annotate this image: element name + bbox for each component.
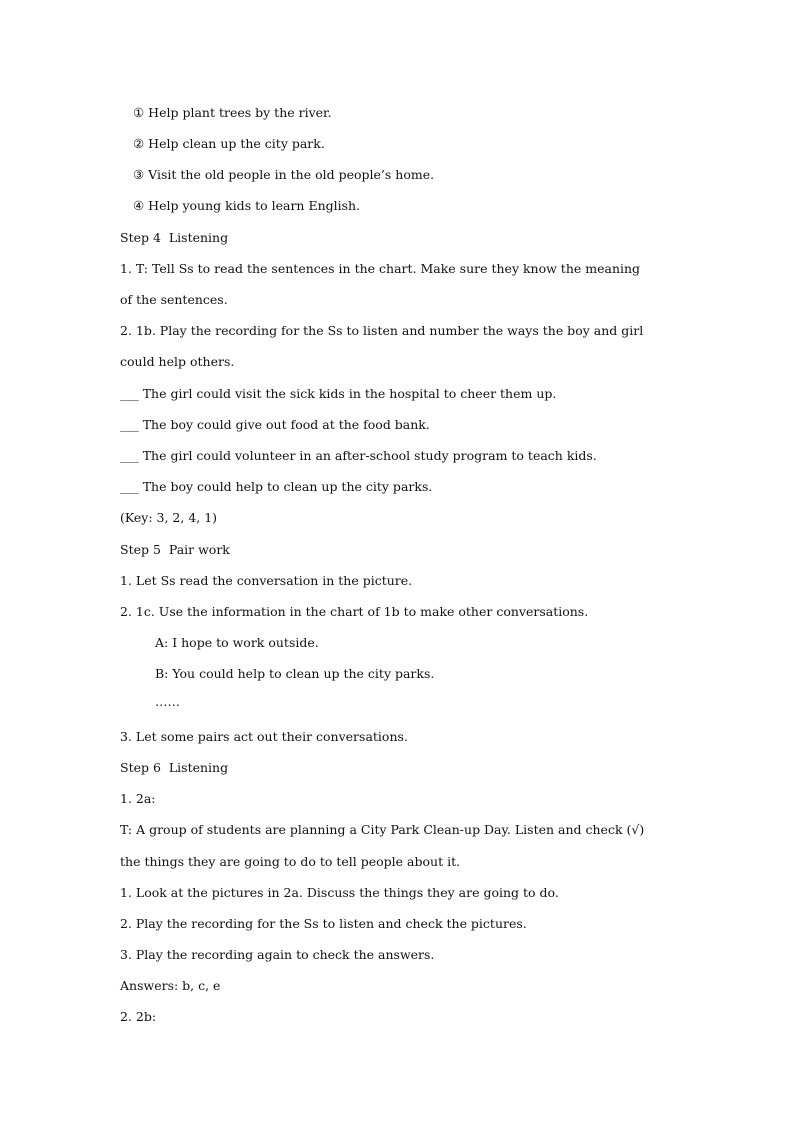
activity-item-2: ② Help clean up the city park. (133, 136, 325, 151)
text-line: could help others. (120, 354, 235, 369)
text-line: 2. 1b. Play the recording for the Ss to listen and number the ways the boy and girl (120, 323, 644, 338)
blank-item: ___ The girl could volunteer in an after-school study program to teach kids. (120, 448, 597, 463)
step-heading: Step 6 Listening (120, 760, 229, 775)
step-heading: Step 5 Pair work (120, 542, 230, 557)
text-line: 2. 2b: (120, 1009, 157, 1024)
text-line: 1. T: Tell Ss to read the sentences in the chart. Make sure they know the meaning (120, 261, 641, 276)
activity-item-3: ③ Visit the old people in the old people’s home. (133, 167, 435, 182)
text-line: 1. Let Ss read the conversation in the picture. (120, 573, 413, 588)
answer-key: (Key: 3, 2, 4, 1) (120, 510, 218, 525)
blank-item: ___ The boy could give out food at the food bank. (120, 417, 430, 432)
conversation-line: B: You could help to clean up the city parks. (155, 666, 435, 681)
text-line: of the sentences. (120, 292, 228, 307)
text-line: T: A group of students are planning a City Park Clean-up Day. Listen and check (√) (120, 822, 645, 837)
activity-item-4: ④ Help young kids to learn English. (133, 198, 361, 213)
text-line: 1. 2a: (120, 791, 156, 806)
blank-item: ___ The boy could help to clean up the city parks. (120, 479, 433, 494)
text-line: 2. Play the recording for the Ss to listen and check the pictures. (120, 916, 527, 931)
blank-item: ___ The girl could visit the sick kids in the hospital to cheer them up. (120, 386, 557, 401)
answer-key: Answers: b, c, e (120, 978, 221, 993)
step-heading: Step 4 Listening (120, 230, 229, 245)
text-line: 3. Play the recording again to check the answers. (120, 947, 435, 962)
text-line: 3. Let some pairs act out their conversations. (120, 729, 408, 744)
text-line: 1. Look at the pictures in 2a. Discuss the things they are going to do. (120, 885, 559, 900)
conversation-line: A: I hope to work outside. (155, 635, 319, 650)
activity-item-1: ① Help plant trees by the river. (133, 105, 332, 120)
ellipsis: …… (155, 694, 180, 709)
text-line: 2. 1c. Use the information in the chart of 1b to make other conversations. (120, 604, 589, 619)
text-line: the things they are going to do to tell people about it. (120, 854, 461, 869)
